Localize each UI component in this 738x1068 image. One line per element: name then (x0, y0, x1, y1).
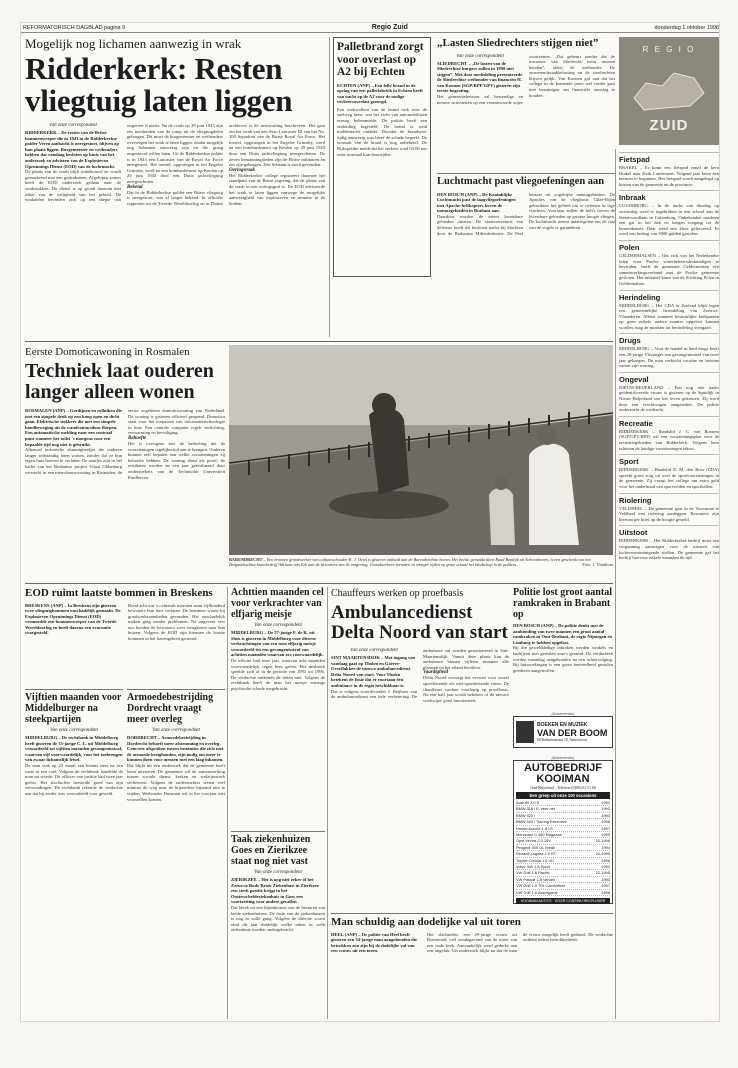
brief-text: RIDDERKERK – Het Ridderkerkse bedrijf moet een vergunning aanvragen voor de uitstoot van luchtverontreinigende stoffen. De gemeente gaf het bedrijf hiervoor enkele maanden de tijd. (619, 538, 719, 561)
article-headline: Achttien maanden cel voor verkrachter van elfjarig meisje (231, 587, 324, 620)
article-headline: EOD ruimt laatste bommen in Breskens (25, 587, 213, 599)
article-text: Dat bleek uit een bijeenkomst van de besturen van beide ziekenhuizen. De fusie van de ziekenhuizen is nog in volle gang. Volgens de directie wordt eind dit jaar duidelijk welke taken in welk ziekenhuis worden ondergebracht. (231, 904, 325, 933)
brief-item (619, 372, 719, 413)
ad-title: AUTOBEDRIJF KOOIMAN (523, 762, 603, 785)
article-headline: Ambulancedienst Delta Noord van start (331, 602, 508, 643)
article-body (331, 932, 613, 1018)
ad-address: Wilhelminastraat 10, Amersfoort (537, 738, 587, 742)
article-lead: DEN BOSCH (ANP) – De Koninklijke Luchtmacht past de laagvliegoefeningen met Apache-helikopters boven de natuurgebieden in Brabant aan. (437, 191, 516, 214)
car-model: Honda Accord 1.8 LS (516, 825, 553, 831)
brief-text: RIDDERKERK – Raadslid E. M. den Boer (CDA) spreekt grote zorg uit over de sportvoorzieningen in de gemeente. Zij vraagt het college om extra geld voor het onderhoud van sportvelden en sporthallen. (619, 467, 719, 489)
article-lead: ROSMALEN (ANP) – Gordijnen en rolluiken die met een simpele druk op een knop open en dicht gaan. Elektrische stekkers die met een simpele handbeweging uit de wandcontactdoos floepen. Een automatische melding naar een centraal punt wanneer het toilet 's morgens voor een bepaalde tijd nog niet is gebruikt. (25, 408, 122, 447)
article-kicker: Chauffeurs werken op proefbasis (331, 588, 464, 599)
article-byline: Van onze correspondent (254, 623, 302, 628)
article-ziekenhuizen (231, 831, 325, 1019)
brief-text: MIDDELBURG – Het CDA in Zeeland blijft tegen een gemeentelijke herindeling van Zeeuws-Vlaanderen. Alleen wanneer bestuurlijke knelpunten op geen enkele andere manier opgelost kunnen worden, mag de minister tot herindeling overgaan. (619, 302, 719, 330)
logo-text-regio: R E G I O (642, 45, 696, 54)
article-lead: MIDDELBURG – De 57-jarige F. de K. uit Sluis is gisteren in Middelburg voor diverse verkrachtingen van een toen elfjarig meisje veroordeeld tot een gevangenisstraf van achttien maanden waarvan zes voorwaardelijk. (231, 630, 324, 658)
article-lead: HEEL (ANP) – De politie van Heel heeft gisteren een 34-jarige man aangehouden die betrokken zou zijn bij de dodelijke val van een vrouw uit een toren. (331, 931, 418, 954)
article-byline: Van onze correspondent (50, 728, 98, 733)
article-lead: SLIEDRECHT – „De lasten van de Sliedrechtse burgers zullen in 1999 niet stijgen”. Met deze mededeling presenteerde de Sliedrechtse wethouder van financiën H. van Koonen (SGP/RPF/GPV) gisteren zijn eerste begroting. (437, 60, 523, 94)
article-text: Het gemeentebestuur zal bestendige en nieuwe activiteiten op een verantwoorde wijze voortzetten. „Dat gebeurt zonder dat de inwoners van Sliedrecht extra moeten betalen”, aldus de wethouder. De onroerendezaakbelasting en de rioolrechten blijven gelijk. Van Koonen gaf aan dat het college in de komende jaren wel verder gaat met bezuinigen om financiële armslag te houden. (437, 53, 615, 105)
brief-text: VELDHEEL – De gemeente gaat in de Voorstraat te Veldheel een riolering aanleggen. Bewoners zijn hiervan per brief op de hoogte gesteld. (619, 505, 719, 522)
car-model: Renault Laguna 2.0 RT (516, 851, 557, 857)
book-icon (516, 721, 534, 743)
car-year: 1994 (601, 844, 610, 850)
article-lead: RIDDERKERK – De resten van de Britse bommenwerper die in 1943 in de Ridderkerkse polder Veren aanbacht is neergestort, blijven op hun plaats liggen. Burgemeester en wethouders hebben dat vandaag besloten op basis van het onderzoek en adviezen van de Explosieven Opruimings Dienst (EOD) van de luchtmacht. (25, 130, 119, 169)
car-model: Opel Vectra 2.0 16V (516, 838, 551, 844)
article-byline: Van onze correspondent (152, 728, 200, 733)
article-lead: ECHTEN (ANP) – Een felle brand in de opslag van een palletfabriek in Echten heeft van nacht op de A2 voor de nodige verkeersoverlast gezorgd. (337, 82, 423, 105)
advertisement-kooiman (513, 755, 613, 907)
article-text-2: Delta Noord verzorgt het vervoer voor zowel spoedeisende als niet-spoedeisende ritten. De chauffeurs werken voorlopig op proefbasis. Na een half jaar wordt bekeken of de nieuwe werkwijze goed functioneert. (423, 675, 509, 703)
brief-text: RIDDERKERK – Raadslid J. C. van Rossem (SGP/GPV/RPF) wil een voorzieningsplan voor de recreatiegebieden van Ridderkerk. Volgens hem schieten de huidige voorzieningen tekort. (619, 428, 719, 451)
article-politie (513, 587, 613, 707)
article-luchtmacht (437, 173, 615, 277)
brief-item (619, 454, 719, 489)
car-year: 1997 (601, 883, 610, 889)
brief-heading: Drugs (619, 333, 719, 345)
car-year: 1995 (601, 832, 610, 838)
regio-zuid-logo (619, 37, 719, 145)
car-model: VW Golf 1.9 TDI Comfortline (516, 883, 566, 889)
car-year: 1996 (601, 857, 610, 863)
article-headline: „Lasten Sliedrechters stijgen niet” (437, 37, 599, 49)
car-model: Peugeot 405 GL break (516, 844, 556, 850)
car-model: Toyota Corolla 1.6 XLi (516, 857, 555, 863)
ad-label: (Advertentie) (551, 711, 575, 716)
ad-box (513, 716, 613, 748)
advertisement-vanderboom (513, 711, 613, 751)
article-subhead-2: Oorlogsraak (229, 167, 255, 173)
article-body (25, 603, 225, 683)
brief-heading: Inbraak (619, 190, 719, 202)
article-text: Daardoor worden de meest kwetsbare gebieden ontzien. De staatssecretaris van defensie heeft dit besloten nadat bij klachten door de Brabantse Milieufederatie. De Peel bestaat uit vogelrijke natuurgebieden. De Apaches van de vliegbasis Gilze-Rijen gebruikten het gebied om te oefenen in lage vluchten. Voortaan zullen de heli's boven de kwetsbare gebieden op grotere hoogte vliegen. De luchtmacht neemt maatregelen om de rust van de vogels te garanderen. (437, 191, 615, 236)
article-palletbrand (333, 37, 431, 277)
car-model: Audi 80 2.0 E (516, 800, 540, 805)
logo-text-zuid: ZUID (649, 117, 689, 134)
article-text: De plaats van de crash blijft onbebouwd en wordt gemarkeerd met een gedenksteen. Afgelopen zomer heeft de EOD onderzoek gedaan naar de wrakstukken. De dienst is op grond daarvan niet zeker van de veiligheid van het gebied. De wrakdelen bevinden zich op een diepte van ongeveer 6 meter. Na de crash op 29 juni 1943 zijn zes inzittenden van de romp uit de vliegtuigdelen geborgen. Dit moet de burgemeester en wethouders overwegen het wrak te laten liggen, omdat mogelijk nog lichamen aanwezig zijn en die graag ongestoord willen laten. Uit de Ridderkerkse polder is in 1943 een Lancaster van de Royal Air Force neergestort. Het toestel, opgestegen in het Engelse Grimsby, werd na een bombardement op Keulen op 29 juni 1943 door een Duits jachtvliegtuig neergeschoten. (25, 123, 223, 203)
news-photo (229, 345, 613, 555)
article-headline: Palletbrand zorgt voor overlast op A2 bij Echten (337, 41, 424, 78)
article-text: De man stak op 23 maart een kennis neer na een ruzie in een café. Volgens de rechtbank handelde de man uit woede. De officier van justitie had twee jaar geëist. Het slachtoffer herstelde goed van zijn verwondingen. De rechtbank rekende de verdachte aan dat hij eerder was veroordeeld voor geweld. (25, 762, 123, 796)
car-year: 1994 (601, 800, 610, 805)
map-icon (624, 58, 714, 118)
article-lead: SINT MAARTENSDIJK – Met ingang van vandaag gaat op Tholen en Goeree-Overflakkee de nieuwe ambulancedienst Delta Noord van start. Voor Tholen betekent de fusie dat er voortaan één ambulance in de regio beschikbaar is. (331, 655, 416, 688)
article-man-schuldig (331, 913, 613, 1019)
car-year: 1993 (601, 812, 610, 818)
car-model: VW Golf 1.6 Pacific (516, 870, 550, 876)
article-text: Een rookwolken van de brand trok over de snelweg heen, wat het zicht van automobilisten ernstig belemmerde. De politie heeft een omleiding ingesteld. De brand is rond middernacht ontdekt. Doordat de brandweer tijdig aanwezig was bleef de schade beperkt. De oorzaak van de brand is nog onbekend. De Rijkspolitie meldt dat het verkeer rond 03.00 uur weer normaal kon doorrijden. (337, 106, 427, 157)
article-subhead: Bekend (127, 184, 143, 190)
article-kicker: Mogelijk nog lichamen aanwezig in wrak (25, 37, 242, 51)
paper-name: REFORMATORISCH DAGBLAD pagina 9 (23, 24, 126, 31)
article-text: Het slachtoffer, een 29-jarige vrouw uit Roermond, viel zondagavond van de toren van een oude kerk. Aanvankelijk werd gedacht aan een ongeluk. Uit onderzoek blijkt nu dat de man de vrouw mogelijk heeft geduwd. De verdachte ontkent iedere betrokkenheid. (427, 931, 613, 954)
article-headline: Techniek laat ouderen langer alleen wonen (25, 360, 214, 403)
photo-credit: Foto: J. Vlasblom (582, 562, 613, 568)
article-text-3: Het Ridderkerkse college registreert daarmee het standpunt van de Britse regering, dat de plaats van de crash in een oorlogsgraf is. De EOD adviseerde het wrak te laten liggen vanwege de mogelijke aanwezigheid van explosieven en munitie in de bodem. (229, 172, 325, 206)
brief-item (619, 190, 719, 237)
brief-text: NIEUW-BEIJERLAND – Een nog niet nader geïdentificeerde vrouw is gisteren op de Spuidijk in Nieuw-Beijerland om het leven gekomen. Zij werd door een vrachtwagen aangereden. De politie onderzoekt de toedracht. (619, 384, 719, 413)
brief-heading: Herindeling (619, 290, 719, 302)
newspaper-page (20, 22, 720, 1022)
ad-label: (Advertentie) (551, 755, 575, 760)
article-body (25, 408, 225, 578)
column-divider (327, 587, 328, 1019)
article-ridderkerk (25, 37, 325, 337)
brief-text: BRAKEL – Er komt een fietspad vanaf de kern Brakel naar Kerk Landenaert. Volgend jaar komt een bermen te beginnen. Het fietspad wordt aangelegd op kosten van de gemeente en de provincie. (619, 165, 719, 187)
car-model: VW Passat 1.8 Variant (516, 876, 555, 882)
article-headline: Vijftien maanden voor Middelburger na steekpartijen (25, 692, 122, 725)
section-rule (25, 583, 613, 584)
article-text: Bij die gewelddadige inbraken werden winkels en bedrijven met gestolen auto's geramd. De verdachten werden maandag aangehouden na een achtervolging. Bij huiszoekingen is een grote hoeveelheid gestolen goederen aangetroffen. (513, 645, 613, 673)
article-domotica (25, 345, 225, 581)
brief-heading: Riolering (619, 493, 719, 505)
car-row (516, 890, 610, 896)
page-date: donderdag 1 oktober 1998 (654, 24, 719, 31)
article-headline: Ridderkerk: Resten vliegtuig laten liggen (25, 51, 293, 118)
ad-top-line: BOEKEN EN MUZIEK (537, 722, 588, 728)
car-year: 1993 (601, 876, 610, 882)
brief-item (619, 290, 719, 331)
sidebar-briefs (619, 149, 719, 1019)
caption-text: Een bronzen grondwerker van cultuurschouder K. J. Oriel is gisteren onthuld aan de Barendrechtse haven. Het beeld, gemaakt door Ruud Bendijk uit Schoonhoven, is een geschenk van het Bergambachtse bouwbedrijf Adriaan van Erk aan de bewoners van de omgeving. Grondwerkers vormden in vroeger tijden op grote schaal het landschap in de polders. (229, 557, 591, 568)
section-rule (25, 341, 613, 342)
article-body (437, 192, 615, 276)
article-body (25, 123, 325, 337)
article-ambulance (331, 587, 509, 909)
column-divider (615, 149, 616, 1019)
car-model: BMW 520 i Touring Executive (516, 819, 567, 825)
article-lead: DEN BOSCH (ANP) – De politie denkt met de aanhouding van twee mannen een groot aantal ramkraken in Oost-Brabant, de regio Nijmegen en Limburg te hebben opgelost. (513, 623, 613, 645)
article-text: De officier had twee jaar, waarvan acht maanden voorwaardelijk, tegen hem geëist. Het misbruik speelde zich af in de periode van 1993 tot 1996. De verdachte ontkende de feiten niet. Volgens de rechtbank heeft de man het meisje ernstige psychische schade toegebracht. (231, 657, 325, 691)
car-year: 10-1996 (595, 838, 610, 844)
column-divider (329, 37, 330, 337)
car-year: 1996 (601, 819, 610, 825)
article-text-2: Het is overigens niet de bedoeling dat de voorzieningen tegelijkertijd aan te brengen. Ouderen kunnen zelf bepalen aan welke voorzieningen zij behoefte hebben. De woning dient als proef; de resultaten worden na een jaar geëvalueerd door onderzoekers van de Technische Universiteit Eindhoven. (128, 440, 225, 480)
article-sliedrecht (437, 37, 615, 167)
article-headline: Luchtmacht past vliegoefeningen aan (437, 176, 605, 187)
article-headline: Man schuldig aan dodelijke val uit toren (331, 916, 521, 928)
article-achttien (231, 587, 325, 827)
article-subhead: Vaardigheid (423, 670, 449, 676)
brief-heading: Fietspad (619, 152, 719, 164)
article-kicker: Eerste Domoticawoning in Rosmalen (25, 346, 190, 358)
car-year: 1997 (601, 825, 610, 831)
car-model: BMW 520 i (516, 812, 536, 818)
brief-heading: Polen (619, 240, 719, 252)
car-model: BMW 316 i E, zeer net (516, 806, 555, 812)
brief-item (619, 333, 719, 368)
article-text-2: Dat in de Ridderkerkse polder een Britse vliegtuig is neergestort, was al langer bekend. In officiële rapporten uit de Tweede Wereldoorlog en in Duitse archieven is de neerstorting beschreven. Het gaat om het wrak van een Avro Lancaster III van het No. 100 Squadron van de Britse Royal Air Force. Het toestel, opgestegen in het Engelse Grimsby, werd na een bombardement op Keulen op 29 juni 1943 door een Duits jachtvliegtuig neergeschoten. De zeven bemanningsleden zijn de Britse militairen en zes zijn geborgen. Eén lichaam is nooit gevonden. (127, 123, 325, 206)
brief-item (619, 525, 719, 560)
car-year: 1992 (601, 806, 610, 812)
brief-text: MIDDELBURG – Voor de handel in hard drugs heeft een 28-jarige Vlissinger een gevangenisstraf van twee jaar gekregen. De man verkocht cocaïne en heroïne vanuit zijn woning. (619, 346, 719, 369)
article-lead: BRESKENS (ANP) – In Breskens zijn gisteren twee vliegtuigbommen onschadelijk gemaakt. De Explosieven Opruimings Dienst (EOD) vermoedde een bommenwerper van de Tweede Wereldoorlog en heeft daarna een evacuatie voorgesteld. (25, 602, 121, 636)
ad-footer: KOOIMAN AUTO'S · VOOR CONTINU HELPLIJKER (516, 898, 610, 904)
article-body (331, 648, 509, 898)
ad-subtitle: Een greep uit onze 100 occasions (516, 792, 610, 799)
car-year: 12-1995 (595, 851, 610, 857)
caption-tag: BARENDRECHT – (229, 557, 266, 562)
ad-box (513, 760, 613, 904)
article-byline: Van onze correspondent (254, 870, 302, 875)
photo-illustration (229, 345, 613, 555)
ad-name: VAN DER BOOM (537, 728, 608, 738)
page-header (21, 23, 720, 33)
section-title: Regio Zuid (371, 24, 408, 31)
article-text: Rond acht uur 's ochtends moesten ruim vijfhonderd bewoners hun huis verlaten. De bommen waren bij graafwerkzaamheden gevonden. Het onschadelijk maken ging zonder problemen. Na ongeveer vier uur konden de bewoners weer terugkeren naar hun huizen. Volgens de EOD zijn hiermee de laatste bommen in het havengebied geruimd. (128, 602, 225, 642)
article-armoede (127, 689, 225, 1019)
brief-heading: Recreatie (619, 416, 719, 428)
brief-item (619, 152, 719, 187)
article-lead: MIDDELBURG – De rechtbank in Middelburg heeft gisteren de 33-jarige C. L. uit Middelburg veroordeeld tot vijftien maanden gevangenisstraf, waarvan vijf voorwaardelijk, voor het toebrengen van zwaar lichamelijk letsel. (25, 735, 123, 763)
photo-caption (229, 557, 613, 579)
car-model: VW Golf 1.8 Avantgarde (516, 889, 558, 895)
article-lead: DORDRECHT – Armoedebestrijding in Dordrecht behoeft meer afstemming en overleg. Concrete afspraken tussen instanties die zich met de armoede bezighouden, zijn nodig om meer te kunnen doen voor mensen met een laag inkomen. (127, 735, 224, 763)
article-middelburger (25, 689, 123, 1019)
column-divider (227, 587, 228, 1019)
car-list (516, 800, 610, 896)
brief-heading: Ongeval (619, 372, 719, 384)
article-body (437, 54, 615, 162)
article-text: Dat is volgens woordvoerder J. Heijboer van de ambulancedienst een hele verbetering. De ambulance zal worden gestationeerd in Sint-Maartensdijk. Vanuit deze plaats kan de ambulance binnen vijftien minuten alle plaatsen op het eiland bereiken. (331, 648, 509, 700)
brief-item (619, 240, 719, 287)
car-year: 1998 (601, 889, 610, 895)
brief-heading: Uitstoot (619, 525, 719, 537)
ad-address: Oud-Beijerland · Telefoon (0186) 61 51 66 (530, 786, 596, 790)
article-eod (25, 587, 225, 685)
article-byline: Van onze correspondent (456, 53, 504, 59)
car-year: 1994 (601, 864, 610, 870)
article-headline: Taak ziekenhuizen Goes en Zierikzee staat nog niet vast (231, 834, 311, 867)
car-model: Mercedes C 180 Elegance (516, 832, 562, 838)
article-byline: Van onze correspondent (350, 648, 398, 653)
article-text: Allemaal technische slimmigheidjes die ouderen langer zelfstandig laten wonen, zonder dat ze hun eigen huis hoeven te verlaten. De snufjes zijn in het kader van het Brabantse project Vitaal Oldenburg verwerkt in een nieuwbouwwoning in Rosmalen, de eerste zogeheten domoticawoning van Nederland. De woning is gisteren officieel geopend. Domotica staat voor het toepassen van informatietechnologie in huis. Een centrale computer regelt verlichting, verwarming en beveiliging. (25, 408, 225, 475)
car-year: 12-1995 (595, 870, 610, 876)
brief-text: CULEMBORG – In de nacht van dinsdag op woensdag werd er ingebroken in een school aan de Steenvoordlaan in Culemborg. Onbekenden maakten een gat in het dak en kregen toegang tot de lerarenkamer. Daar werd een kluis geforceerd. Er werd een bedrag van 3000 gulden gestolen. (619, 203, 719, 237)
article-byline: Van onze correspondent (49, 123, 97, 128)
article-text: Dat blijkt uit een onderzoek dat de gemeente heeft laten uitvoeren. De gemeente wil de samenwerking tussen sociale dienst, kerken en welzijnswerk verbeteren. Volgens de onderzoekers weten veel minima de weg naar de bijzondere bijstand niet te vinden. Wethouder Huisman wil in het voorjaar met voorstellen komen. (127, 762, 225, 802)
article-subhead: Behoefte (128, 435, 147, 441)
article-headline: Politie lost groot aantal ramkraken in Brabant op (513, 587, 612, 620)
brief-text: GELDERMALSEN – Om zich van het Nederlandse falen voor Poolse waterbeheersdeskundigen te bevrijden, heeft de gemeente Geldermalsen een samenwerkingsverband met de Poolse gemeente gesloten. Het initiatief komt van de Stichting Polen in Geldermalsen. (619, 252, 719, 286)
brief-heading: Sport (619, 454, 719, 466)
article-lead: ZIERIKZEE – Het is nog niet zeker of het Zeeuwse Rode Kruis Ziekenhuis in Zierikzee een sterk positie krijgt in het Oosterscheldeziekenhuis in Goes een voortzetting voor andere gevallen. (231, 877, 319, 905)
article-headline: Armoedebestrijding Dordrecht vraagt meer overleg (127, 692, 214, 725)
brief-item (619, 416, 719, 451)
car-model: Volvo 440 1.8 Sport (516, 864, 550, 870)
brief-item (619, 493, 719, 523)
